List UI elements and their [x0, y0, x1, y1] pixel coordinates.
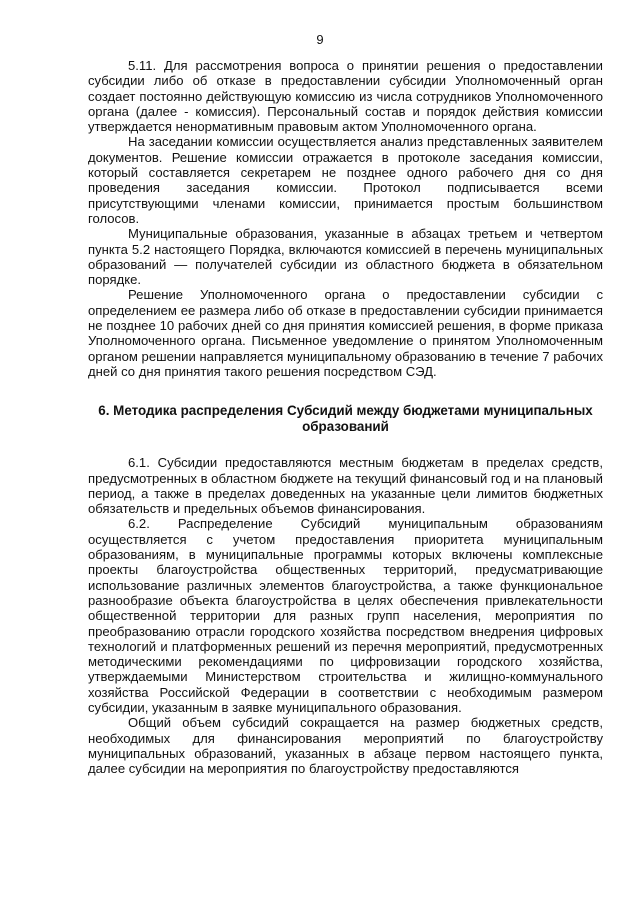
paragraph-total-volume: Общий объем субсидий сокращается на размер бюджетных средств, необходимых для финансирования мероприятий по благоустройству муниципальных образований, указанных в абзаце первом настоящего пункта, далее субсидии на мероприятия по благоустройству предоставляются [88, 715, 603, 777]
paragraph-decision: Решение Уполномоченного органа о предоставлении субсидии с определением ее размера либо об отказе в предоставлении субсидии принимается не позднее 10 рабочих дней со дня принятия комиссией решения, в форме приказа Уполномоченного органа. Письменное уведомление о принятом Уполномоченным органом решении направляется муниципальному образованию в течение 7 рабочих дней со дня принятия такого решения посредством СЭД. [88, 287, 603, 379]
paragraph-6-2: 6.2. Распределение Субсидий муниципальным образованиям осуществляется с учетом предоставления приоритета муниципальным образованиям, в муниципальные программы которых включены комплексные проекты благоустройства общественных территорий, предусматривающие использование различных элементов благоустройства, а также функциональное разнообразие объекта благоустройства в целях обеспечения привлекательности общественной территории для разных групп населения, мероприятия по преобразованию отрасли городского хозяйства посредством внедрения цифровых технологий и платформенных решений из перечня мероприятий, предусмотренных методическими рекомендациями по цифровизации городского хозяйства, утверждаемыми Министерством строительства и жилищно-коммунального хозяйства Российской Федерации в соответствии с необходимым размером субсидии, указанным в заявке муниципального образования. [88, 516, 603, 715]
paragraph-commission-meeting: На заседании комиссии осуществляется анализ представленных заявителем документов. Решение комиссии отражается в протоколе заседания комиссии, который составляется секретарем не позднее одного рабочего дня со дня проведения заседания комиссии. Протокол подписывается всеми присутствующими членами комиссии, принимается простым большинством голосов. [88, 134, 603, 226]
paragraph-municipal-inclusion: Муниципальные образования, указанные в абзацах третьем и четвертом пункта 5.2 настоящего Порядка, включаются комиссией в перечень муниципальных образований — получателей субсидии из областного бюджета в обязательном порядке. [88, 226, 603, 288]
section-heading-6: 6. Методика распределения Субсидий между бюджетами муниципальных образований [98, 403, 593, 435]
page-number: 9 [316, 32, 324, 47]
paragraph-5-11: 5.11. Для рассмотрения вопроса о принятии решения о предоставлении субсидии либо об отказе в предоставлении субсидии Уполномоченный орган создает постоянно действующую комиссию из числа сотрудников Уполномоченного органа (далее - комиссия). Персональный состав и порядок действия комиссии утверждается ненормативным правовым актом Уполномоченного органа. [88, 58, 603, 135]
document-body [88, 58, 603, 776]
paragraph-6-1: 6.1. Субсидии предоставляются местным бюджетам в пределах средств, предусмотренных в областном бюджете на текущий финансовый год и на плановый период, а также в пределах доведенных на указанные цели лимитов бюджетных обязательств и предельных объемов финансирования. [88, 455, 603, 517]
